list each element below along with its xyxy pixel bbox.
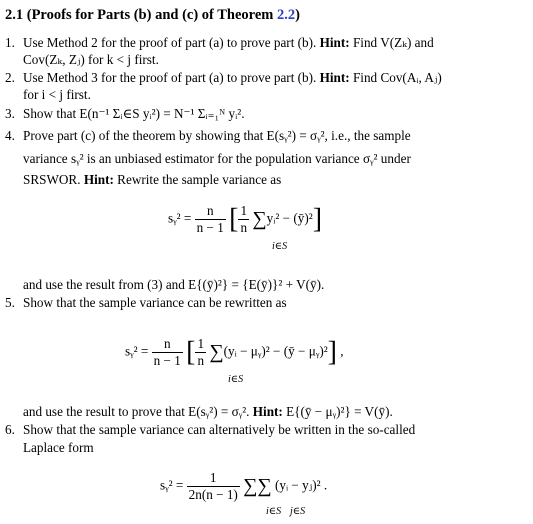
eq-lhs: sᵧ² = — [168, 210, 192, 226]
eq-tail: . — [323, 477, 328, 493]
item-2-line2: for i < j first. — [23, 87, 91, 102]
section-heading — [5, 7, 300, 24]
sum-subscript-i: i∈S — [266, 506, 282, 517]
bracket-left: [ — [229, 203, 239, 235]
item-text: Show that the sample variance can be rewritten as — [23, 295, 287, 310]
item-1-line1 — [5, 35, 434, 52]
item-4-line3 — [23, 172, 281, 189]
item-text: Prove part (c) of the theorem by showing that E(sᵧ²) = σᵧ², i.e., the sample — [23, 128, 411, 143]
item-4-result-line: and use the result from (3) and E{(ȳ)²} = {E(ȳ)}² + V(ȳ). — [23, 277, 325, 292]
sum-subscript: i∈S — [272, 241, 288, 252]
bracket-right: ] — [312, 203, 323, 235]
item-text: Find V(Zₖ) and — [352, 35, 434, 50]
eq-lhs: sᵧ² = — [160, 477, 184, 493]
item-1-line2: Cov(Zₖ, Zⱼ) for k < j first. — [23, 52, 159, 67]
eq-fraction — [195, 203, 226, 236]
eq-inner-fraction — [195, 336, 206, 369]
eq-lhs: sᵧ² = — [125, 343, 149, 359]
eq-numerator: n — [152, 336, 183, 353]
eq-denominator: n − 1 — [196, 220, 224, 235]
eq-denominator: n — [240, 220, 248, 235]
hint-label: Hint: — [83, 172, 114, 187]
item-text: Show that E(n⁻¹ Σᵢ∈S yᵢ²) = N⁻¹ Σᵢ₌₁ᴺ yᵢ². — [23, 106, 245, 121]
sum-symbol: ∑ — [252, 208, 267, 230]
eq-tail: , — [340, 343, 344, 359]
item-text: Use Method 2 for the proof of part (a) to prove part (b). — [23, 35, 317, 50]
eq-denominator: 2n(n − 1) — [188, 487, 238, 502]
bracket-left: [ — [186, 336, 196, 368]
item-4-line1 — [5, 128, 411, 145]
item-number: 6. — [5, 422, 15, 437]
theorem-link[interactable]: 2.2 — [276, 7, 296, 23]
sum-symbol-i: ∑ — [243, 475, 258, 497]
item-text: and use the result to prove that E(sᵧ²) = σᵧ². — [23, 404, 250, 419]
sum-subscript: i∈S — [228, 374, 244, 385]
eq-fraction — [152, 336, 183, 369]
item-number: 1. — [5, 35, 15, 50]
eq-body: (yᵢ − μᵧ)² − (ȳ − μᵧ)² — [223, 343, 328, 359]
eq-numerator: n — [195, 203, 226, 220]
item-6-line1 — [5, 422, 415, 439]
eq-body: yᵢ² − (ȳ)² — [266, 210, 313, 226]
sum-symbol: ∑ — [209, 341, 224, 363]
item-number: 3. — [5, 106, 15, 121]
item-5-result-line — [23, 404, 393, 421]
equation-laplace-form — [160, 470, 328, 517]
hint-label: Hint: — [319, 35, 350, 50]
eq-denominator: n — [197, 353, 205, 368]
item-2-line1 — [5, 70, 442, 87]
sum-symbol-j: ∑ — [257, 475, 272, 497]
item-text: E{(ȳ − μᵧ)²} = V(ȳ). — [286, 404, 393, 419]
hint-label: Hint: — [252, 404, 283, 419]
item-number: 2. — [5, 70, 15, 85]
item-text: Find Cov(Aᵢ, Aⱼ) — [352, 70, 442, 85]
equation-sample-variance — [168, 203, 323, 252]
heading-text: 2.1 (Proofs for Parts (b) and (c) of Theorem — [5, 7, 277, 23]
item-6-line2: Laplace form — [23, 440, 94, 455]
item-3-line1 — [5, 106, 245, 123]
item-text: SRSWOR. — [23, 172, 81, 187]
bracket-right: ] — [327, 336, 337, 368]
item-number: 4. — [5, 128, 15, 143]
item-number: 5. — [5, 295, 15, 310]
item-4-line2: variance sᵧ² is an unbiased estimator for the population variance σᵧ² under — [23, 151, 411, 166]
eq-numerator: 1 — [240, 203, 248, 218]
sum-subscript-j: j∈S — [290, 506, 306, 517]
hint-label: Hint: — [319, 70, 350, 85]
eq-numerator: 1 — [197, 336, 205, 351]
item-text: Rewrite the sample variance as — [117, 172, 282, 187]
equation-rewritten-variance — [125, 336, 344, 385]
heading-close: ) — [295, 7, 300, 23]
item-5-line1 — [5, 295, 287, 312]
eq-denominator: n − 1 — [153, 353, 181, 368]
eq-body: (yᵢ − yⱼ)² — [274, 477, 321, 493]
item-text: Use Method 3 for the proof of part (a) to prove part (b). — [23, 70, 317, 85]
item-text: Show that the sample variance can alternatively be written in the so-called — [23, 422, 416, 437]
eq-inner-fraction — [238, 203, 249, 236]
eq-numerator: 1 — [187, 470, 240, 487]
eq-fraction — [187, 470, 240, 503]
